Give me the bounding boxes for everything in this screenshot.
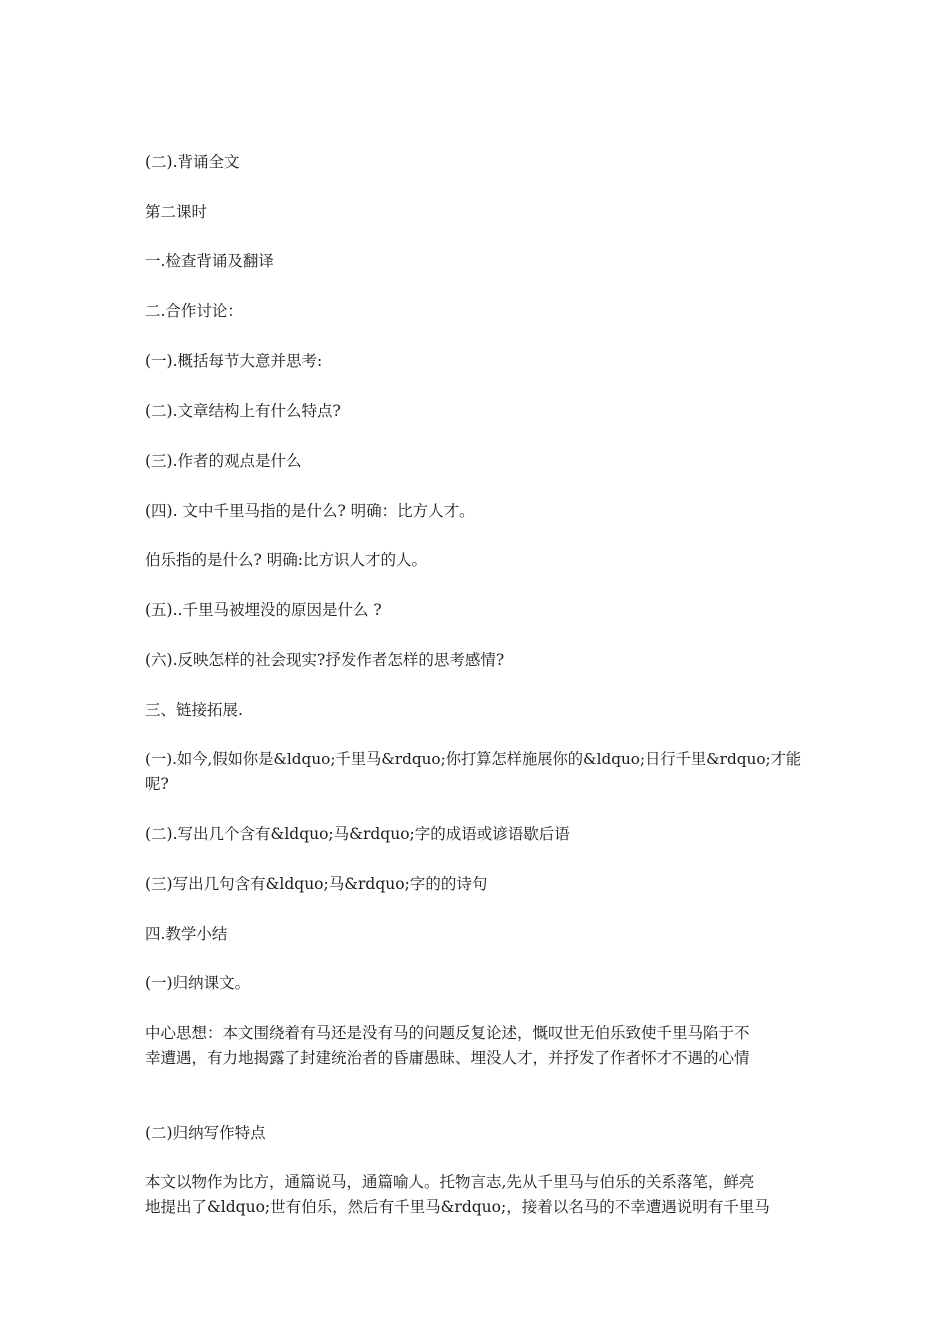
heading-second-lesson: 第二课时 [145,203,208,221]
extension-item-1-cont: 呢? [145,775,169,793]
heading-summary: 四.教学小结 [145,925,228,943]
heading-cooperative-discussion: 二.合作讨论： [145,302,243,320]
discussion-item-3: (三).作者的观点是什么 [145,452,302,470]
writing-features-line-1: 本文以物作为比方，通篇说马，通篇喻人。托物言志,先从千里马与伯乐的关系落笔，鲜亮 [145,1173,755,1191]
discussion-item-4: (四). 文中千里马指的是什么? 明确：比方人才。 [145,502,475,520]
summary-item-2: (二)归纳写作特点 [145,1124,266,1142]
discussion-item-5: (五)..千里马被埋没的原因是什么 ? [145,601,382,619]
discussion-item-6: (六).反映怎样的社会现实?抒发作者怎样的思考感情? [145,651,505,669]
discussion-item-2: (二).文章结构上有什么特点? [145,402,341,420]
writing-features-line-2: 地提出了&ldquo;世有伯乐，然后有千里马&rdquo;，接着以名马的不幸遭遇说明有千里马 [145,1198,770,1216]
extension-item-2: (二).写出几个含有&ldquo;马&rdquo;字的成语或谚语歇后语 [145,825,570,843]
discussion-item-1: (一).概括每节大意并思考: [145,352,323,370]
central-idea-line-2: 幸遭遇，有力地揭露了封建统治者的昏庸愚昧、埋没人才，并抒发了作者怀才不遇的心情 [145,1049,750,1067]
heading-recite-full-text: (二).背诵全文 [145,153,240,171]
discussion-item-4-answer: 伯乐指的是什么? 明确:比方识人才的人。 [145,551,427,569]
central-idea-line-1: 中心思想：本文围绕着有马还是没有马的问题反复论述，慨叹世无伯乐致使千里马陷于不 [145,1024,750,1042]
extension-item-1: (一).如今,假如你是&ldquo;千里马&rdquo;你打算怎样施展你的&ldquo;日行千里&rdquo;才能 [145,750,802,768]
extension-item-3: (三)写出几句含有&ldquo;马&rdquo;字的的诗句 [145,875,488,893]
heading-extension: 三、链接拓展. [145,701,243,719]
summary-item-1: (一)归纳课文。 [145,974,251,992]
heading-check-recitation: 一.检查背诵及翻译 [145,252,274,270]
